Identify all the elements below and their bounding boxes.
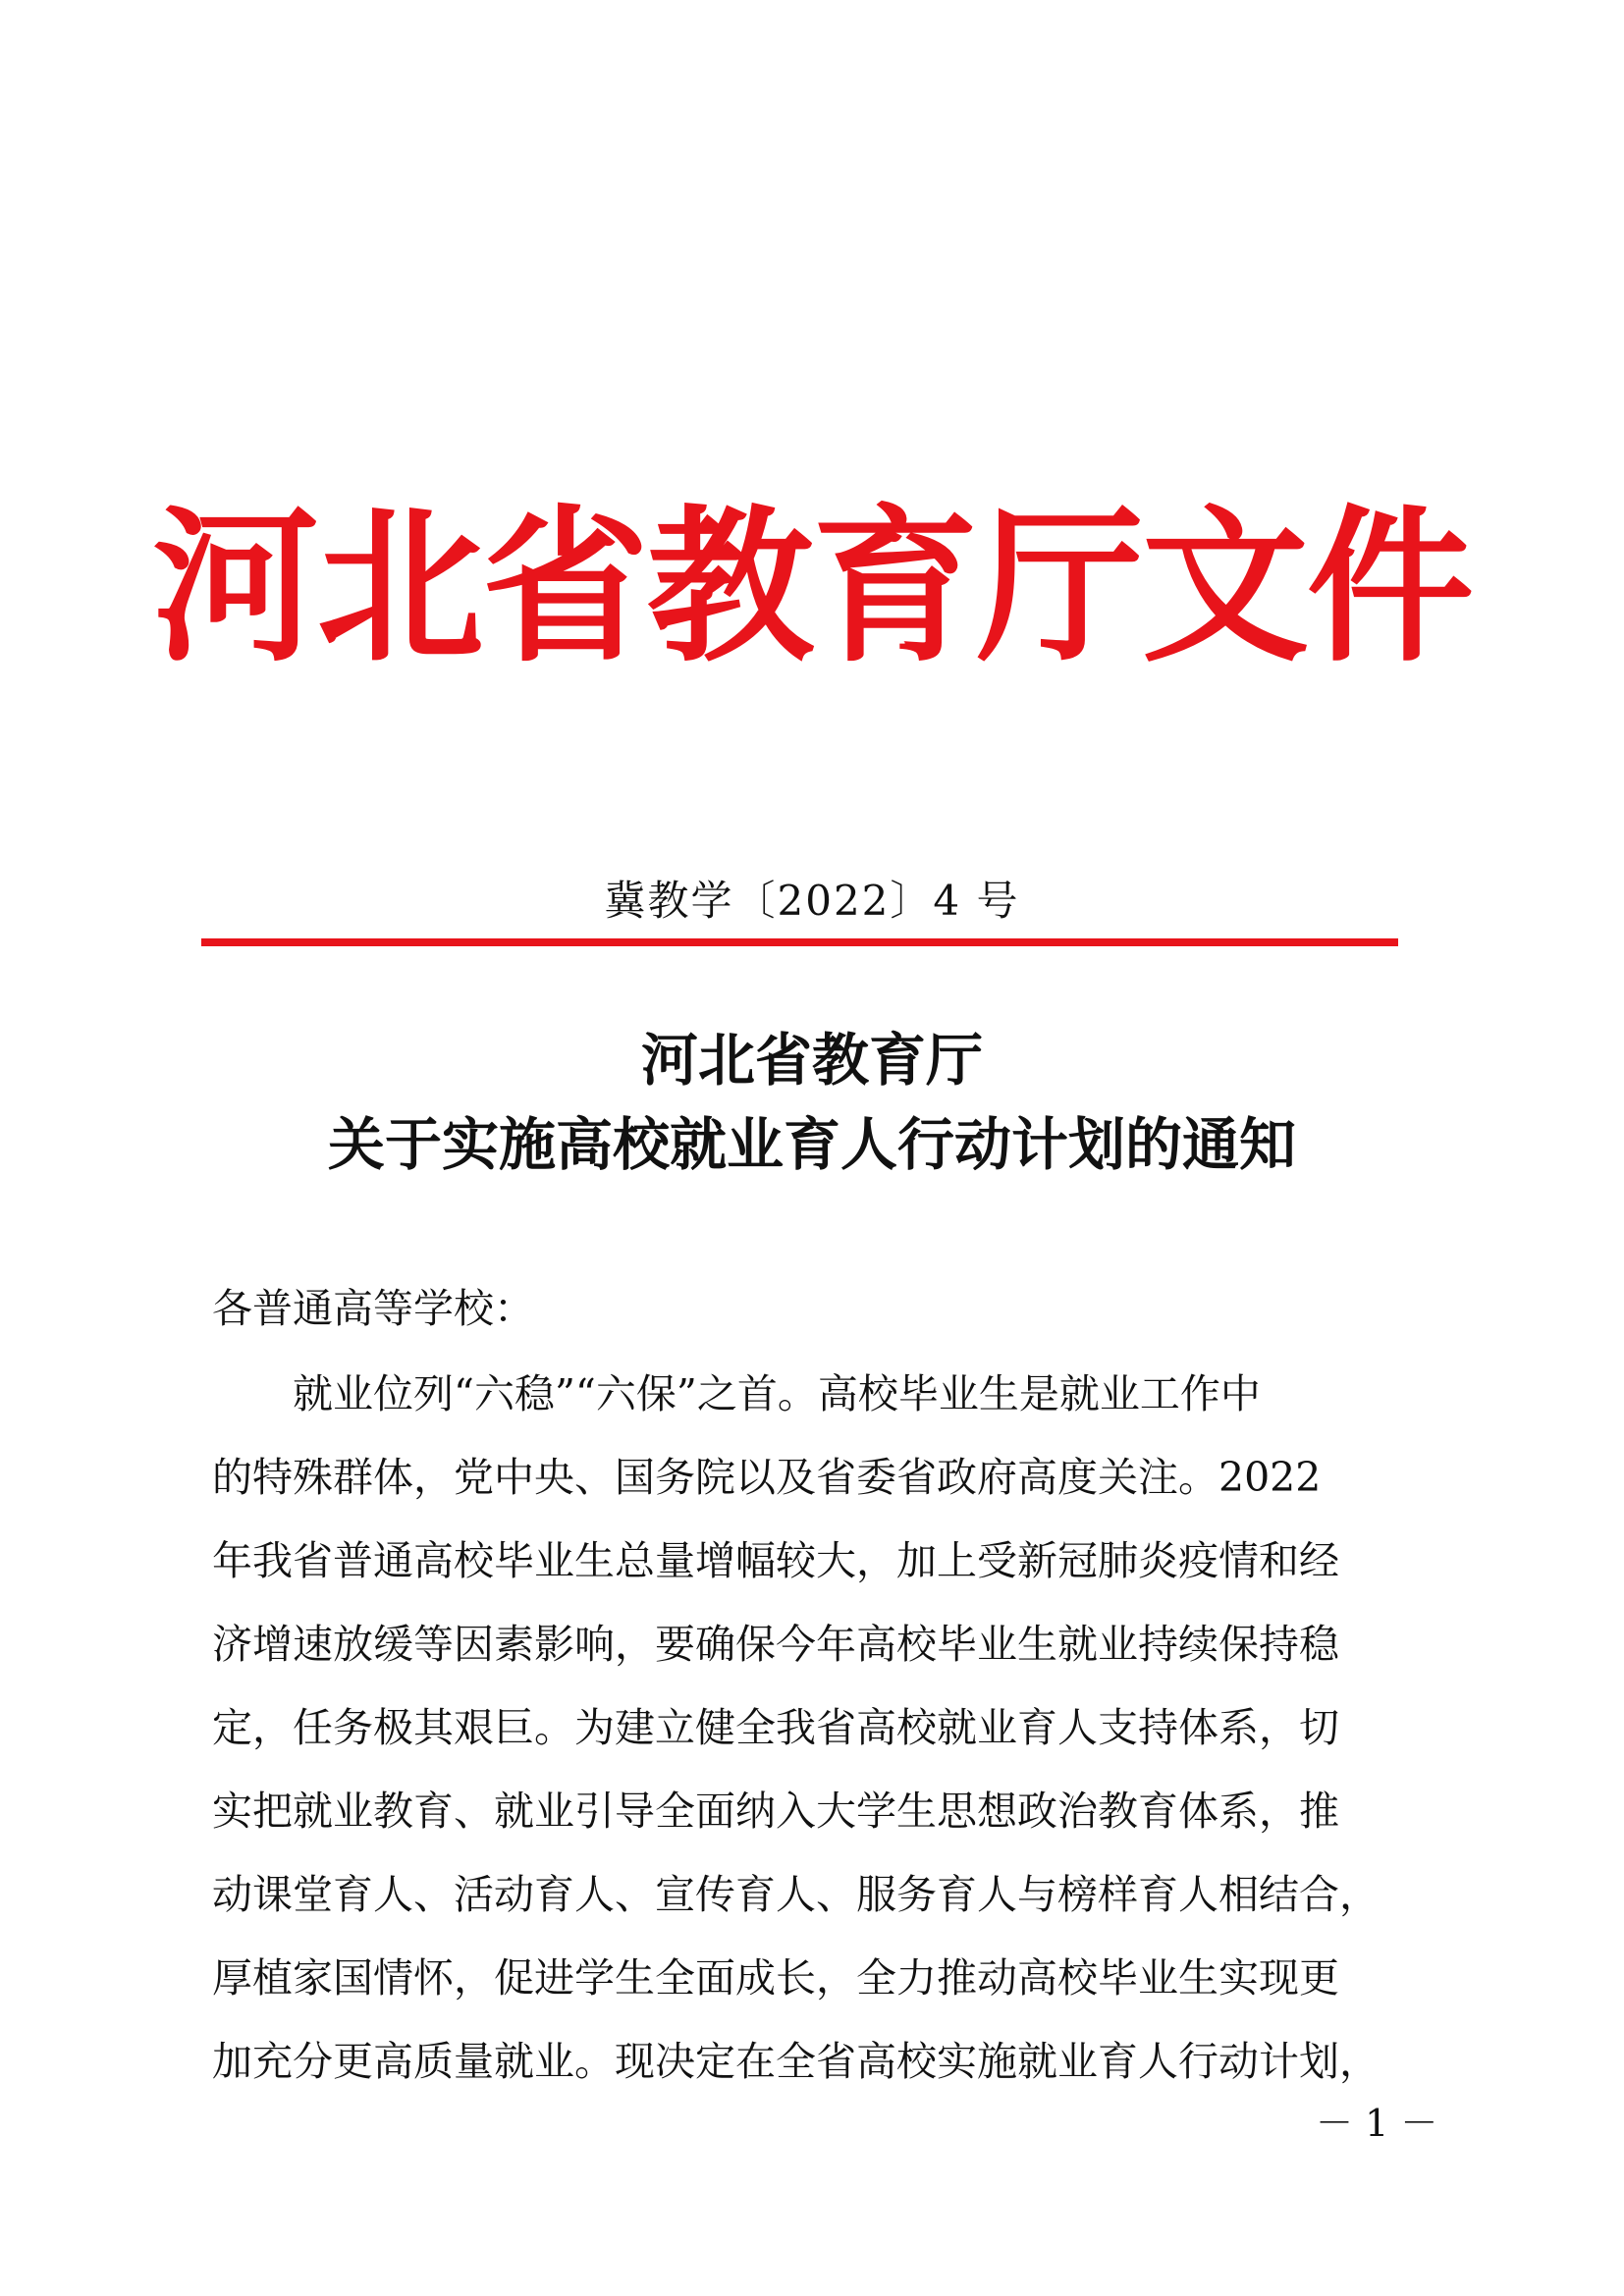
body-line-9: 加充分更高质量就业。现决定在全省高校实施就业育人行动计划， <box>212 2038 1380 2085</box>
body-line-6: 实把就业教育、就业引导全面纳入大学生思想政治教育体系，推 <box>212 1788 1339 1835</box>
notice-title-line-1: 河北省教育厅 <box>640 1027 983 1094</box>
body-line-5: 定，任务极其艰巨。为建立健全我省高校就业育人支持体系，切 <box>212 1704 1339 1751</box>
document-header-title: 河北省教育厅文件 <box>151 489 1472 685</box>
body-line-2: 的特殊群体，党中央、国务院以及省委省政府高度关注。2022 <box>212 1454 1322 1501</box>
salutation: 各普通高等学校： <box>212 1285 534 1332</box>
body-line-3: 年我省普通高校毕业生总量增幅较大，加上受新冠肺炎疫情和经 <box>212 1537 1339 1584</box>
page-number: － 1 － <box>1316 2102 1438 2145</box>
body-line-4: 济增速放缓等因素影响，要确保今年高校毕业生就业持续保持稳 <box>212 1621 1339 1668</box>
body-line-8: 厚植家国情怀，促进学生全面成长，全力推动高校毕业生实现更 <box>212 1954 1339 2002</box>
notice-title-line-2: 关于实施高校就业育人行动计划的通知 <box>327 1111 1296 1178</box>
red-divider-rule <box>201 938 1398 946</box>
document-number: 冀教学〔2022〕4 号 <box>604 877 1020 925</box>
body-line-7: 动课堂育人、活动育人、宣传育人、服务育人与榜样育人相结合， <box>212 1871 1380 1918</box>
body-line-1: 就业位列“六稳”“六保”之首。高校毕业生是就业工作中 <box>293 1370 1261 1417</box>
